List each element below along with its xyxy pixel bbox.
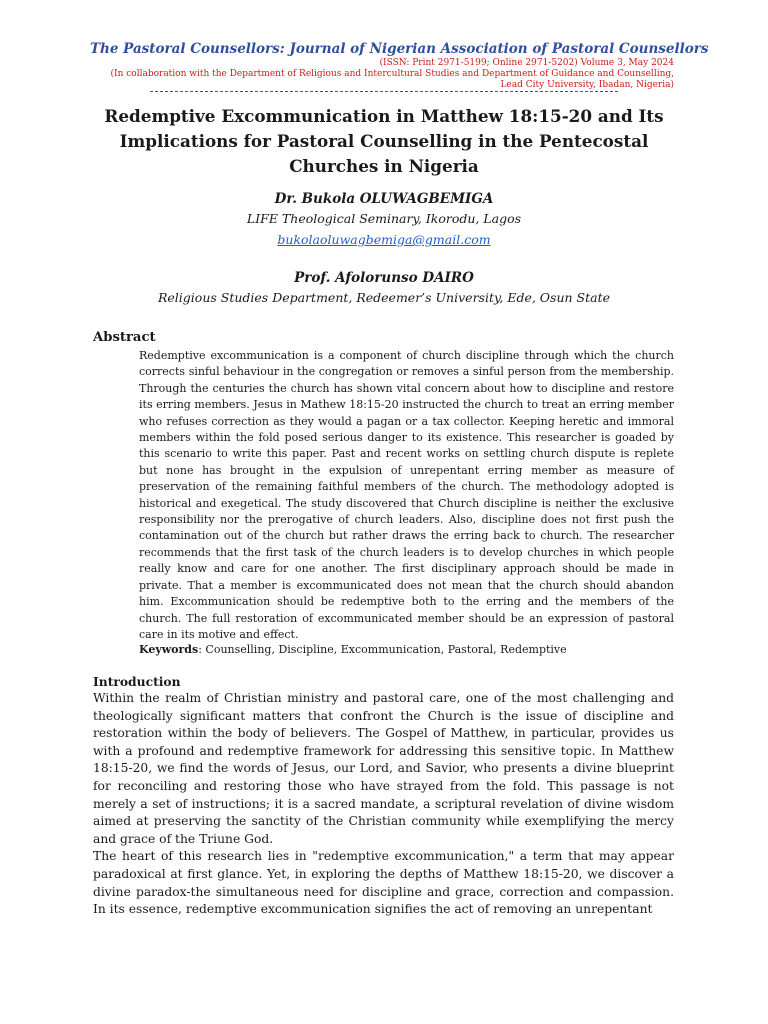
author-email-link[interactable]: bukolaoluwagbemiga@gmail.com (277, 232, 491, 247)
author-name: Prof. Afolorunso DAIRO (294, 270, 474, 286)
abstract-text: Redemptive excommunication is a component of church discipline through which the church corrects sinful behaviour in the congregation or removes a sinful person from the membership. Through the centuries the church has shown vital concern about how to discipline and restore its erring members. Jesus in Mathew 18:15-20 instructed the church to treat an erring member who refuses correction as they would a pagan or a tax collector. Keeping heretic and immoral members within the fold posed serious danger to its existence. This researcher is goaded by this scenario to write this paper. Past and recent works on settling church dispute is replete but none has brought in the expulsion of unrepentant erring member as measure of preservation of the remaining faithful members of the church. The methodology adopted is historical and exegetical. The study discovered that Church discipline is neither the exclusive responsibility nor the prerogative of church leaders. Also, discipline does not first push the contamination out of the church but rather draws the erring back to church. The researcher recommends that the first task of the church leaders is to develop churches in which people really know and care for one another. The first disciplinary approach should be made in private. That a member is excommunicated does not mean that the church should abandon him. Excommunication should be redemptive both to the erring and the members of the church. The full restoration of excommunicated member should be an expression of pastoral care in its motive and effect. (139, 349, 674, 641)
keywords-label: Keywords (139, 643, 199, 656)
author-block-2 (0, 268, 768, 308)
keywords-list: : Counselling, Discipline, Excommunication, Pastoral, Redemptive (198, 643, 567, 656)
author-name: Dr. Bukola OLUWAGBEMIGA (274, 191, 494, 207)
introduction-body (93, 690, 674, 919)
journal-title: The Pastoral Counsellors: Journal of Nigerian Association of Pastoral Counsellors (90, 41, 709, 57)
introduction-paragraph: The heart of this research lies in "redemptive excommunication," a term that may appear paradoxical at first glance. Yet, in exploring the depths of Matthew 18:15-20, we discover a divine paradox-the simultaneous need for discipline and grace, correction and compassion. In its essence, redemptive excommunication signifies the act of removing an unrepentant (93, 849, 674, 917)
introduction-heading: Introduction (93, 674, 181, 689)
abstract-heading: Abstract (93, 330, 156, 345)
issn-line: (ISSN: Print 2971-5199; Online 2971-5202) Volume 3, May 2024 (379, 58, 674, 68)
journal-header (90, 40, 709, 91)
keywords-line (139, 642, 674, 658)
author-affiliation: LIFE Theological Seminary, Ikorodu, Lagos (246, 211, 522, 226)
author-affiliation: Religious Studies Department, Redeemer’s University, Ede, Osun State (158, 290, 610, 305)
paper-title: Redemptive Excommunication in Matthew 18:15-20 and Its Implications for Pastoral Counselling in the Pentecostal Churches in Nigeria (104, 106, 664, 176)
introduction-paragraph: Within the realm of Christian ministry and pastoral care, one of the most challenging and theologically significant matters that confront the Church is the issue of discipline and restoration within the body of believers. The Gospel of Matthew, in particular, provides us with a profound and redemptive framework for addressing this sensitive topic. In Matthew 18:15-20, we find the words of Jesus, our Lord, and Savior, who presents a divine blueprint for reconciling and restoring those who have strayed from the fold. This passage is not merely a set of instructions; it is a sacred mandate, a scriptural revelation of divine wisdom aimed at preserving the sanctity of the Christian community while exemplifying the mercy and grace of the Triune God. (93, 691, 674, 846)
author-block-1 (0, 189, 768, 250)
collaboration-line-2: Lead City University, Ibadan, Nigeria) (500, 80, 674, 90)
header-divider (150, 91, 618, 92)
collaboration-line-1: (In collaboration with the Department of Religious and Intercultural Studies and Department of Guidance and Counselling, (110, 69, 674, 79)
